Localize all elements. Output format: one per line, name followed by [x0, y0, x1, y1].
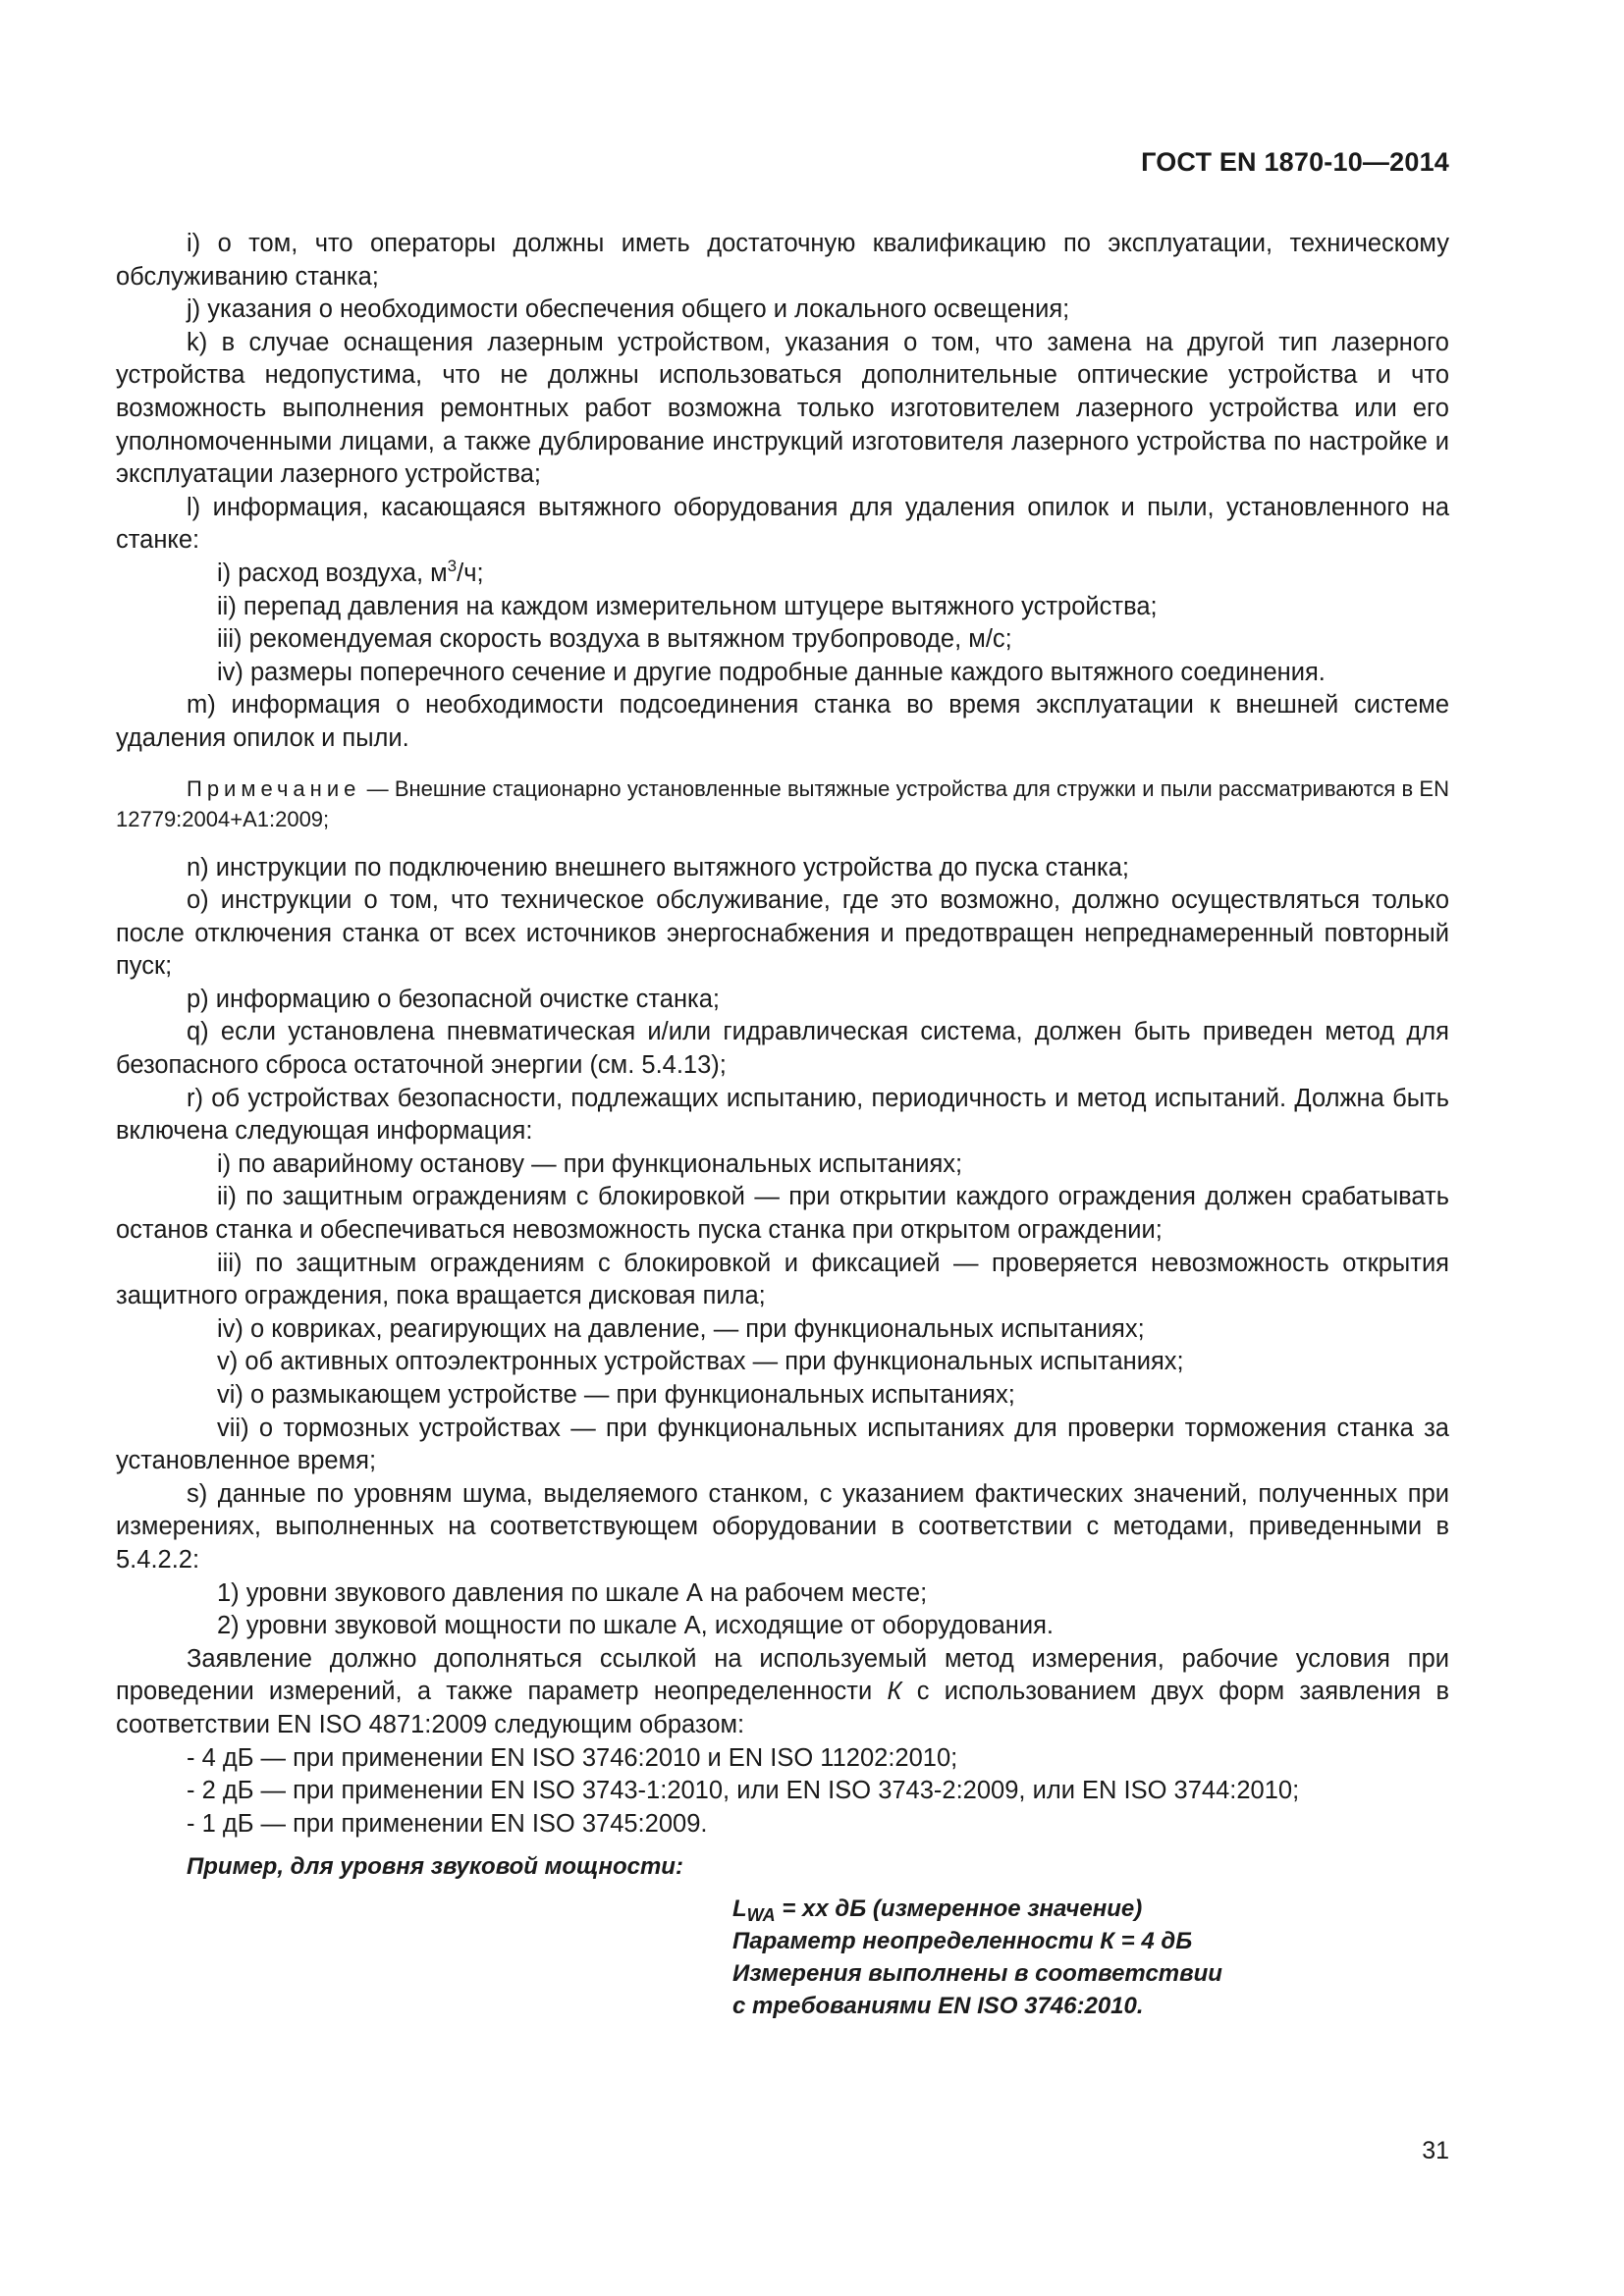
list-item-l: l) информация, касающаяся вытяжного оборудования для удаления опилок и пыли, установленного на станке:	[116, 493, 1449, 555]
list-item-r: r) об устройствах безопасности, подлежащих испытанию, периодичность и метод испытаний. Должна быть включена следующая информация:	[116, 1084, 1449, 1146]
list-item-m: m) информация о необходимости подсоединения станка во время эксплуатации к внешней системе удаления опилок и пыли.	[116, 691, 1449, 752]
example-line-4: с требованиями EN ISO 3746:2010.	[732, 1993, 1144, 2020]
dash-item-4db: - 4 дБ — при применении EN ISO 3746:2010 и EN ISO 11202:2010;	[187, 1743, 958, 1772]
airflow-unit-tail: /ч;	[457, 559, 484, 587]
dash-item-1db: - 1 дБ — при применении EN ISO 3745:2009.	[187, 1809, 708, 1838]
sublist-item-r-iii: iii) по защитным ограждениям с блокировкой и фиксацией — проверяется невозможность открытия защитного ограждения, пока вращается дисковая пила;	[116, 1249, 1449, 1310]
note	[116, 774, 1449, 834]
sublist-item-l-i	[116, 558, 1449, 591]
list-item-s: s) данные по уровням шума, выделяемого станком, с указанием фактических значений, полученных при измерениях, выполненных на соответствующем оборудовании в соответствии с методами, приведенными в 5.4.2.2:	[116, 1479, 1449, 1574]
sublist-item-s-2: 2) уровни звуковой мощности по шкале А, исходящие от оборудования.	[217, 1612, 1054, 1640]
sublist-item-r-iv: iv) о ковриках, реагирующих на давление, — при функциональных испытаниях;	[217, 1314, 1145, 1343]
lwa-subscript: WA	[746, 1905, 776, 1926]
sublist-item-r-vii: vii) о тормозных устройствах — при функциональных испытаниях для проверки торможения станка за установленное время;	[116, 1414, 1449, 1475]
sublist-item-l-iv: iv) размеры поперечного сечение и другие подробные данные каждого вытяжного соединения.	[217, 658, 1326, 686]
page-number: 31	[1422, 2137, 1449, 2164]
sublist-item-l-iii: iii) рекомендуемая скорость воздуха в вытяжном трубопроводе, м/с;	[217, 625, 1012, 654]
example-line-2: Параметр неопределенности К = 4 дБ	[732, 1928, 1193, 1955]
sublist-item-r-v: v) об активных оптоэлектронных устройствах — при функциональных испытаниях;	[217, 1348, 1184, 1376]
sublist-item-l-ii: ii) перепад давления на каждом измерительном штуцере вытяжного устройства;	[217, 592, 1158, 620]
list-item-p: p) информацию о безопасной очистке станка;	[187, 985, 721, 1013]
sublist-item-r-ii: ii) по защитным ограждениям с блокировкой — при открытии каждого ограждения должен срабатывать останов станка и обеспечиваться невозможность пуска станка при открытом ограждении;	[116, 1183, 1449, 1245]
list-item-k: k) в случае оснащения лазерным устройством, указания о том, что замена на другой тип лазерного устройства недопустима, что не должны использоваться дополнительные оптические устройства и что возможность выполнения ремонтных работ возможна только изготовителем лазерного устройства или его уполномоченными лицами, а также дублирование инструкций изготовителя лазерного устройства по настройке и эксплуатации лазерного устройства;	[116, 328, 1449, 489]
example-block	[732, 1893, 1449, 2022]
sublist-item-r-i: i) по аварийному останову — при функциональных испытаниях;	[217, 1149, 963, 1178]
unit-superscript: 3	[447, 556, 458, 575]
list-item-o: o) инструкции о том, что техническое обслуживание, где это возможно, должно осуществляться только после отключения станка от всех источников энергоснабжения и предотвращен непреднамеренный повторный пуск;	[116, 886, 1449, 981]
list-item-n: n) инструкции по подключению внешнего вытяжного устройства до пуска станка;	[187, 853, 1129, 881]
example-line-1-rest: = xx дБ (измеренное значение)	[775, 1896, 1143, 1923]
statement-part-2: с использованием двух форм заявления в соответствии EN ISO 4871:2009 следующим образом:	[116, 1678, 1449, 1738]
sublist-item-r-vi: vi) о размыкающем устройстве — при функциональных испытаниях;	[217, 1381, 1015, 1409]
uncertainty-symbol: К	[887, 1678, 902, 1706]
document-body	[116, 228, 1449, 2022]
document-header: ГОСТ EN 1870-10—2014	[1141, 147, 1449, 177]
sublist-item-s-1: 1) уровни звукового давления по шкале А на рабочем месте;	[217, 1578, 928, 1607]
statement-part-1: Заявление должно дополняться ссылкой на используемый метод измерения, рабочие условия при проведении измерений, а также параметр неопределенности	[116, 1644, 1449, 1706]
list-item-i: i) о том, что операторы должны иметь достаточную квалификацию по эксплуатации, техническому обслуживанию станка;	[116, 230, 1449, 291]
dash-item-2db: - 2 дБ — при применении EN ISO 3743-1:2010, или EN ISO 3743-2:2009, или EN ISO 3744:2010;	[187, 1777, 1300, 1805]
statement-paragraph	[116, 1643, 1449, 1742]
list-item-j: j) указания о необходимости обеспечения общего и локального освещения;	[187, 295, 1070, 324]
note-label: Примечание	[187, 775, 361, 801]
example-line-3: Измерения выполнены в соответствии	[732, 1960, 1222, 1988]
airflow-label: i) расход воздуха, м	[217, 559, 448, 587]
note-text: — Внешние стационарно установленные вытяжные устройства для стружки и пыли рассматриваются в EN 12779:2004+A1:2009;	[116, 775, 1449, 831]
list-item-q: q) если установлена пневматическая и/или гидравлическая система, должен быть приведен метод для безопасного сброса остаточной энергии (см. 5.4.13);	[116, 1018, 1449, 1080]
example-line-1	[732, 1893, 1449, 1925]
lwa-symbol: L	[732, 1896, 747, 1923]
example-lead: Пример, для уровня звуковой мощности:	[187, 1853, 683, 1881]
